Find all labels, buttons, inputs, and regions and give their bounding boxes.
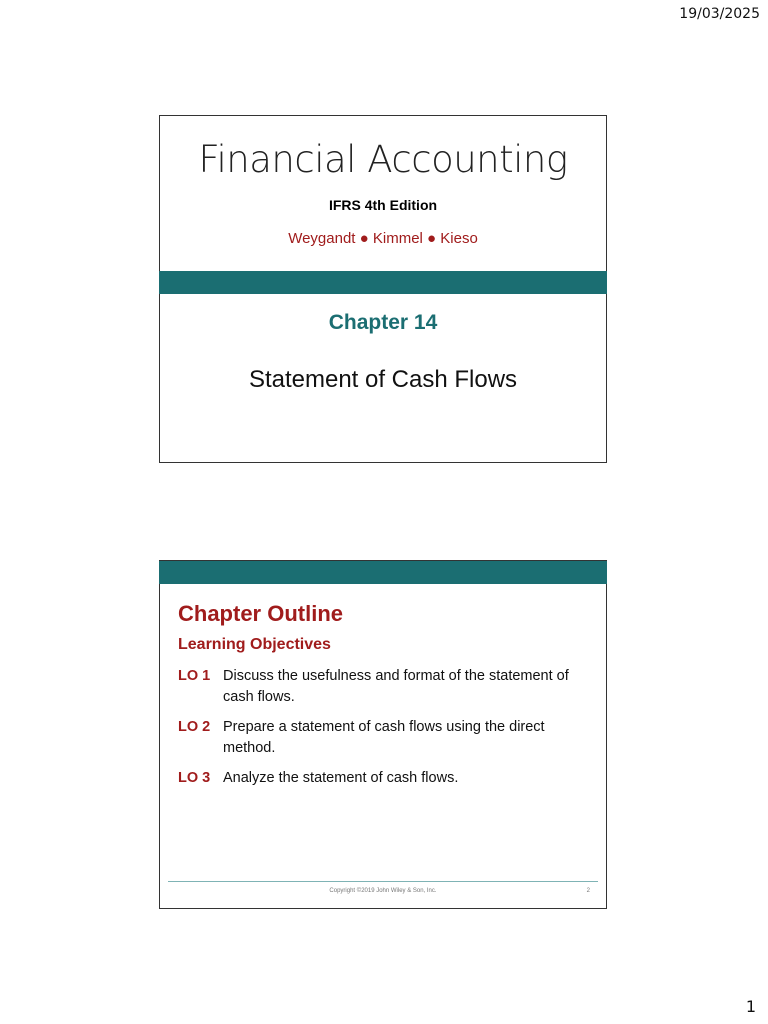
page-number: 1 (745, 997, 756, 1016)
outline-title: Chapter Outline (178, 601, 344, 626)
document-date: 19/03/2025 (679, 6, 760, 22)
learning-objectives-list (178, 666, 592, 798)
list-item (178, 666, 592, 708)
lo-text: Analyze the statement of cash flows. (223, 770, 459, 786)
divider-bar (159, 271, 607, 294)
footer-divider (168, 881, 598, 882)
book-title: Financial Accounting (198, 138, 568, 181)
lo-code: LO 2 (178, 719, 211, 735)
chapter-title: Statement of Cash Flows (248, 366, 518, 393)
book-edition: IFRS 4th Edition (328, 197, 438, 213)
learning-objectives-heading: Learning Objectives (178, 636, 331, 653)
book-authors: Weygandt ● Kimmel ● Kieso (288, 230, 478, 247)
footer-copyright: Copyright ©2019 John Wiley & Son, Inc. (329, 888, 437, 894)
slide-number: 2 (586, 888, 590, 894)
chapter-number: Chapter 14 (328, 311, 438, 334)
slide-outline (159, 560, 607, 909)
lo-code: LO 3 (178, 770, 211, 786)
list-item (178, 768, 592, 789)
header-bar (159, 561, 607, 584)
lo-text: Discuss the usefulness and format of the statement of cash flows. (223, 668, 569, 705)
lo-text: Prepare a statement of cash flows using the direct method. (223, 719, 545, 756)
list-item (178, 717, 592, 759)
slide-title (159, 115, 607, 463)
lo-code: LO 1 (178, 668, 211, 684)
